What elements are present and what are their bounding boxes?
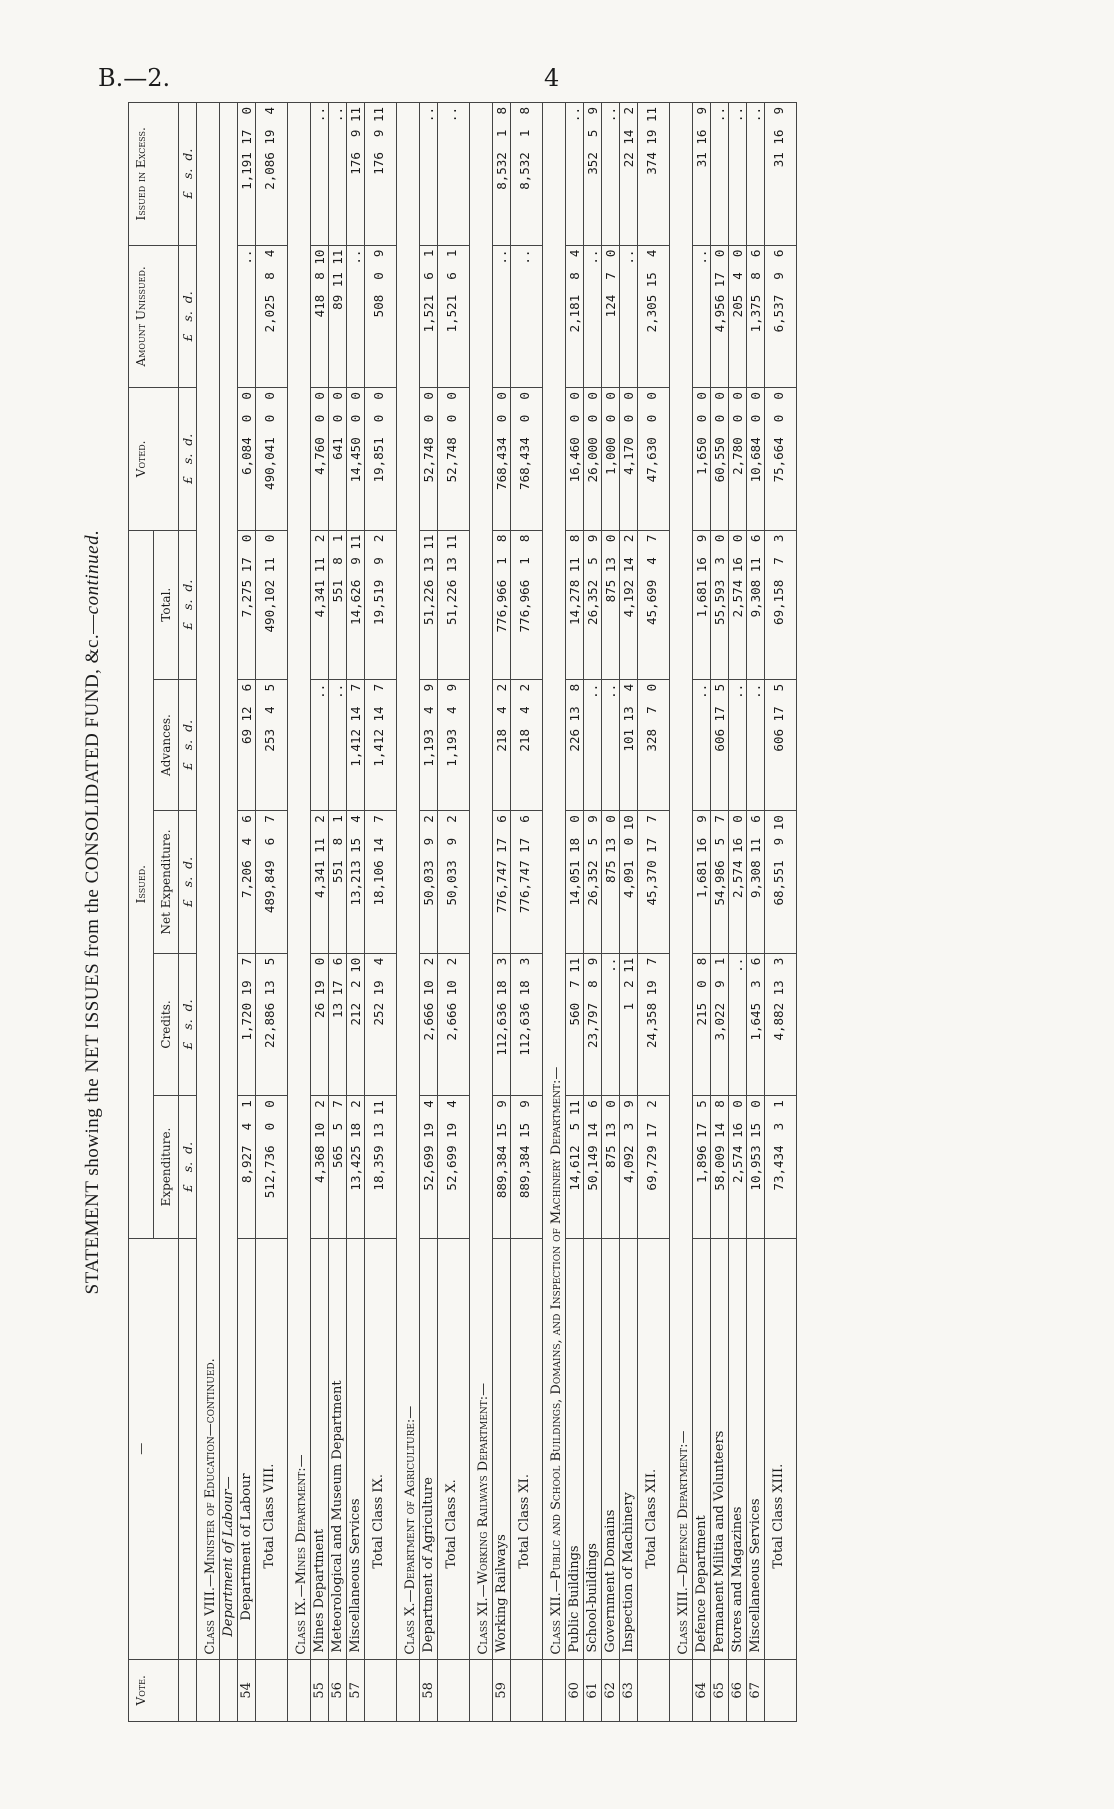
amount-excess: .. [566, 103, 584, 246]
amount-excess: 8,532 1 8 [493, 103, 511, 246]
amount-net: 14,051 18 0 [566, 811, 584, 954]
page-reference: B.—2. [98, 64, 171, 92]
rotated-statement-page [82, 102, 1012, 1722]
total-label: Total Class IX. [365, 1238, 397, 1659]
vote-number: 65 [711, 1659, 729, 1721]
amount-excess: .. [420, 103, 438, 246]
amount-unissued: .. [347, 245, 365, 388]
item-name: Working Railways [493, 1238, 511, 1659]
vote-number: 55 [311, 1659, 329, 1721]
amount-cred: 215 0 8 [693, 953, 711, 1096]
col-description: — [129, 1238, 179, 1659]
amount-exp: 13,425 18 2 [347, 1096, 365, 1239]
total-excess: 374 19 11 [638, 103, 670, 246]
total-tot: 69,158 7 3 [765, 530, 797, 679]
vote-cell [670, 1659, 693, 1721]
amount-exp: 50,149 14 6 [584, 1096, 602, 1239]
amount-tot: 51,226 13 11 [420, 530, 438, 679]
col-voted: Voted. [129, 388, 179, 531]
total-net: 489,849 6 7 [256, 811, 288, 954]
amount-excess: .. [729, 103, 747, 246]
total-voted: 47,630 0 0 [638, 388, 670, 531]
table-row [329, 103, 347, 1722]
amount-cred: 1 2 11 [620, 953, 638, 1096]
table-row [347, 103, 365, 1722]
vote-cell [220, 1659, 238, 1721]
total-tot: 490,102 11 0 [256, 530, 288, 679]
subheading: Department of Labour— [220, 103, 238, 1660]
title-continued: continued. [82, 529, 103, 615]
amount-net: 7,206 4 6 [238, 811, 256, 954]
class-heading-row [197, 103, 220, 1722]
amount-unissued: 2,181 8 4 [566, 245, 584, 388]
total-adv: 253 4 5 [256, 679, 288, 810]
amount-adv: 1,412 14 7 [347, 679, 365, 810]
amount-unissued: 89 11 11 [329, 245, 347, 388]
amount-tot: 776,966 1 8 [493, 530, 511, 679]
total-label: Total Class XII. [638, 1238, 670, 1659]
amount-net: 4,341 11 2 [311, 811, 329, 954]
amount-cred: 1,645 3 6 [747, 953, 765, 1096]
amount-cred: 23,797 8 9 [584, 953, 602, 1096]
vote-number: 59 [493, 1659, 511, 1721]
total-adv: 1,193 4 9 [438, 679, 470, 810]
vote-number: 54 [238, 1659, 256, 1721]
item-name: Permanent Militia and Volunteers [711, 1238, 729, 1659]
total-cred: 4,882 13 3 [765, 953, 797, 1096]
unit-cell: £ s. d. [179, 1096, 197, 1239]
amount-net: 776,747 17 6 [493, 811, 511, 954]
item-name: Meteorological and Museum Department [329, 1238, 347, 1659]
vote-cell [288, 1659, 311, 1721]
amount-adv: .. [311, 679, 329, 810]
amount-unissued: 1,521 6 1 [420, 245, 438, 388]
amount-voted: 52,748 0 0 [420, 388, 438, 531]
total-tot: 45,699 4 7 [638, 530, 670, 679]
total-net: 776,747 17 6 [511, 811, 543, 954]
amount-cred: 112,636 18 3 [493, 953, 511, 1096]
amount-adv: .. [329, 679, 347, 810]
amount-tot: 14,626 9 11 [347, 530, 365, 679]
col-net-expenditure: Net Expenditure. [154, 811, 179, 954]
amount-tot: 875 13 0 [602, 530, 620, 679]
amount-net: 54,986 5 7 [711, 811, 729, 954]
total-voted: 490,041 0 0 [256, 388, 288, 531]
total-excess: .. [438, 103, 470, 246]
amount-tot: 9,308 11 6 [747, 530, 765, 679]
amount-excess: .. [711, 103, 729, 246]
amount-excess: .. [602, 103, 620, 246]
table-row [747, 103, 765, 1722]
total-cred: 112,636 18 3 [511, 953, 543, 1096]
total-exp: 52,699 19 4 [438, 1096, 470, 1239]
amount-voted: 4,170 0 0 [620, 388, 638, 531]
class-heading: Class X.—Department of Agriculture:— [397, 103, 420, 1660]
item-name: Public Buildings [566, 1238, 584, 1659]
table-row [693, 103, 711, 1722]
amount-exp: 2,574 16 0 [729, 1096, 747, 1239]
total-net: 45,370 17 7 [638, 811, 670, 954]
total-adv: 1,412 14 7 [365, 679, 397, 810]
total-unissued: 6,537 9 6 [765, 245, 797, 388]
unit-cell: £ s. d. [179, 530, 197, 679]
vote-cell [438, 1659, 470, 1721]
amount-adv: .. [693, 679, 711, 810]
total-adv: 606 17 5 [765, 679, 797, 810]
amount-net: 50,033 9 2 [420, 811, 438, 954]
amount-adv: .. [602, 679, 620, 810]
amount-tot: 4,341 11 2 [311, 530, 329, 679]
amount-net: 875 13 0 [602, 811, 620, 954]
total-excess: 2,086 19 4 [256, 103, 288, 246]
amount-voted: 641 0 0 [329, 388, 347, 531]
amount-voted: 4,760 0 0 [311, 388, 329, 531]
total-excess: 176 9 11 [365, 103, 397, 246]
amount-tot: 1,681 16 9 [693, 530, 711, 679]
item-name: Department of Agriculture [420, 1238, 438, 1659]
amount-unissued: .. [238, 245, 256, 388]
col-advances: Advances. [154, 679, 179, 810]
amount-voted: 60,550 0 0 [711, 388, 729, 531]
amount-exp: 10,953 15 0 [747, 1096, 765, 1239]
total-adv: 328 7 0 [638, 679, 670, 810]
total-net: 68,551 9 10 [765, 811, 797, 954]
amount-excess: 176 9 11 [347, 103, 365, 246]
total-cred: 22,886 13 5 [256, 953, 288, 1096]
class-heading: Class XIII.—Defence Department:— [670, 103, 693, 1660]
item-name: Department of Labour [238, 1238, 256, 1659]
amount-unissued: 418 8 10 [311, 245, 329, 388]
total-row [765, 103, 797, 1722]
total-voted: 52,748 0 0 [438, 388, 470, 531]
total-net: 18,106 14 7 [365, 811, 397, 954]
amount-excess: 22 14 2 [620, 103, 638, 246]
total-unissued: 508 0 9 [365, 245, 397, 388]
total-voted: 768,434 0 0 [511, 388, 543, 531]
amount-adv: 218 4 2 [493, 679, 511, 810]
amount-voted: 1,650 0 0 [693, 388, 711, 531]
amount-cred: 3,022 9 1 [711, 953, 729, 1096]
total-row [638, 103, 670, 1722]
total-label: Total Class XIII. [765, 1238, 797, 1659]
item-name: School-buildings [584, 1238, 602, 1659]
total-cred: 252 19 4 [365, 953, 397, 1096]
amount-adv: 69 12 6 [238, 679, 256, 810]
amount-voted: 10,684 0 0 [747, 388, 765, 531]
total-exp: 889,384 15 9 [511, 1096, 543, 1239]
item-name: Miscellaneous Services [747, 1238, 765, 1659]
class-heading-row [288, 103, 311, 1722]
amount-net: 1,681 16 9 [693, 811, 711, 954]
table-row [584, 103, 602, 1722]
table-row [493, 103, 511, 1722]
amount-excess: .. [747, 103, 765, 246]
class-heading-row [670, 103, 693, 1722]
table-row [602, 103, 620, 1722]
amount-exp: 1,896 17 5 [693, 1096, 711, 1239]
amount-voted: 14,450 0 0 [347, 388, 365, 531]
vote-cell [365, 1659, 397, 1721]
vote-number: 57 [347, 1659, 365, 1721]
amount-adv: 226 13 8 [566, 679, 584, 810]
vote-cell [470, 1659, 493, 1721]
amount-cred: 560 7 11 [566, 953, 584, 1096]
amount-exp: 14,612 5 11 [566, 1096, 584, 1239]
vote-number: 56 [329, 1659, 347, 1721]
amount-cred: 26 19 0 [311, 953, 329, 1096]
title-main: STATEMENT showing the NET ISSUES from the CONSOLIDATED FUND, &c.— [82, 614, 103, 1295]
amount-cred: 212 2 10 [347, 953, 365, 1096]
amount-tot: 7,275 17 0 [238, 530, 256, 679]
amount-voted: 16,460 0 0 [566, 388, 584, 531]
table-row [729, 103, 747, 1722]
item-name: Defence Department [693, 1238, 711, 1659]
amount-voted: 26,000 0 0 [584, 388, 602, 531]
total-row [511, 103, 543, 1722]
total-tot: 776,966 1 8 [511, 530, 543, 679]
total-adv: 218 4 2 [511, 679, 543, 810]
vote-cell [543, 1659, 566, 1721]
total-exp: 69,729 17 2 [638, 1096, 670, 1239]
col-credits: Credits. [154, 953, 179, 1096]
total-unissued: 1,521 6 1 [438, 245, 470, 388]
table-row [711, 103, 729, 1722]
amount-cred: 1,720 19 7 [238, 953, 256, 1096]
col-amount-unissued: Amount Unissued. [129, 245, 179, 388]
unit-cell: £ s. d. [179, 388, 197, 531]
amount-voted: 2,780 0 0 [729, 388, 747, 531]
amount-cred: 2,666 10 2 [420, 953, 438, 1096]
table-row [238, 103, 256, 1722]
amount-exp: 565 5 7 [329, 1096, 347, 1239]
amount-unissued: 1,375 8 6 [747, 245, 765, 388]
amount-exp: 8,927 4 1 [238, 1096, 256, 1239]
col-issued-in-excess: Issued in Excess. [129, 103, 179, 246]
amount-excess: 31 16 9 [693, 103, 711, 246]
class-heading-row [470, 103, 493, 1722]
item-name: Stores and Magazines [729, 1238, 747, 1659]
amount-tot: 4,192 14 2 [620, 530, 638, 679]
vote-number: 58 [420, 1659, 438, 1721]
amount-net: 4,091 0 10 [620, 811, 638, 954]
col-expenditure: Expenditure. [154, 1096, 179, 1239]
amount-voted: 1,000 0 0 [602, 388, 620, 531]
vote-cell [511, 1659, 543, 1721]
amount-unissued: 4,956 17 0 [711, 245, 729, 388]
total-row [438, 103, 470, 1722]
amount-exp: 52,699 19 4 [420, 1096, 438, 1239]
amount-tot: 2,574 16 0 [729, 530, 747, 679]
amount-unissued: .. [584, 245, 602, 388]
statement-title [82, 102, 118, 1722]
total-exp: 18,359 13 11 [365, 1096, 397, 1239]
total-voted: 19,851 0 0 [365, 388, 397, 531]
amount-net: 2,574 16 0 [729, 811, 747, 954]
amount-cred: .. [729, 953, 747, 1096]
total-exp: 512,736 0 0 [256, 1096, 288, 1239]
amount-adv: 606 17 5 [711, 679, 729, 810]
amount-excess: 1,191 17 0 [238, 103, 256, 246]
col-issued: Issued. [129, 530, 154, 1238]
amount-net: 26,352 5 9 [584, 811, 602, 954]
vote-number: 64 [693, 1659, 711, 1721]
table-body [179, 103, 797, 1722]
amount-net: 551 8 1 [329, 811, 347, 954]
class-heading: Class VIII.—Minister of Education—continued. [197, 103, 220, 1660]
amount-excess: .. [311, 103, 329, 246]
table-row [311, 103, 329, 1722]
total-unissued: 2,305 15 4 [638, 245, 670, 388]
vote-cell [197, 1659, 220, 1721]
class-heading-row [543, 103, 566, 1722]
vote-number: 63 [620, 1659, 638, 1721]
amount-net: 9,308 11 6 [747, 811, 765, 954]
amount-exp: 889,384 15 9 [493, 1096, 511, 1239]
amount-tot: 55,593 3 0 [711, 530, 729, 679]
amount-adv: .. [584, 679, 602, 810]
total-excess: 8,532 1 8 [511, 103, 543, 246]
page-number: 4 [544, 64, 560, 92]
amount-tot: 26,352 5 9 [584, 530, 602, 679]
amount-voted: 768,434 0 0 [493, 388, 511, 531]
amount-unissued: 205 4 0 [729, 245, 747, 388]
item-name: Government Domains [602, 1238, 620, 1659]
item-name: Mines Department [311, 1238, 329, 1659]
amount-exp: 4,092 3 9 [620, 1096, 638, 1239]
total-cred: 24,358 19 7 [638, 953, 670, 1096]
table-row [420, 103, 438, 1722]
amount-cred: 13 17 6 [329, 953, 347, 1096]
table-row [620, 103, 638, 1722]
amount-adv: .. [729, 679, 747, 810]
total-excess: 31 16 9 [765, 103, 797, 246]
amount-adv: 1,193 4 9 [420, 679, 438, 810]
total-cred: 2,666 10 2 [438, 953, 470, 1096]
vote-number: 66 [729, 1659, 747, 1721]
total-unissued: 2,025 8 4 [256, 245, 288, 388]
amount-voted: 6,084 0 0 [238, 388, 256, 531]
amount-exp: 58,009 14 8 [711, 1096, 729, 1239]
unit-cell: £ s. d. [179, 245, 197, 388]
total-voted: 75,664 0 0 [765, 388, 797, 531]
total-net: 50,033 9 2 [438, 811, 470, 954]
item-name: Miscellaneous Services [347, 1238, 365, 1659]
unit-cell: £ s. d. [179, 679, 197, 810]
amount-adv: 101 13 4 [620, 679, 638, 810]
amount-exp: 4,368 10 2 [311, 1096, 329, 1239]
total-label: Total Class XI. [511, 1238, 543, 1659]
vote-cell [765, 1659, 797, 1721]
col-total: Total. [154, 530, 179, 679]
subheading-row [220, 103, 238, 1722]
vote-cell [397, 1659, 420, 1721]
vote-number: 62 [602, 1659, 620, 1721]
total-label: Total Class VIII. [256, 1238, 288, 1659]
class-heading: Class IX.—Mines Department:— [288, 103, 311, 1660]
vote-number: 60 [566, 1659, 584, 1721]
unit-cell: £ s. d. [179, 811, 197, 954]
class-heading: Class XI.—Working Railways Department:— [470, 103, 493, 1660]
amount-net: 13,213 15 4 [347, 811, 365, 954]
total-label: Total Class X. [438, 1238, 470, 1659]
amount-cred: .. [602, 953, 620, 1096]
table-row [566, 103, 584, 1722]
total-tot: 19,519 9 2 [365, 530, 397, 679]
total-exp: 73,434 3 1 [765, 1096, 797, 1239]
vote-number: 61 [584, 1659, 602, 1721]
amount-exp: 875 13 0 [602, 1096, 620, 1239]
unit-cell: £ s. d. [179, 103, 197, 246]
col-vote: Vote. [129, 1659, 179, 1721]
units-row [179, 103, 197, 1722]
unit-cell: £ s. d. [179, 953, 197, 1096]
amount-unissued: .. [493, 245, 511, 388]
total-row [365, 103, 397, 1722]
amount-tot: 551 8 1 [329, 530, 347, 679]
amount-tot: 14,278 11 8 [566, 530, 584, 679]
amount-unissued: .. [620, 245, 638, 388]
class-heading: Class XII.—Public and School Buildings, Domains, and Inspection of Machinery Department:— [543, 103, 566, 1660]
amount-unissued: .. [693, 245, 711, 388]
amount-excess: .. [329, 103, 347, 246]
amount-adv: .. [747, 679, 765, 810]
total-unissued: .. [511, 245, 543, 388]
vote-cell [638, 1659, 670, 1721]
net-issues-table [128, 102, 797, 1722]
total-row [256, 103, 288, 1722]
class-heading-row [397, 103, 420, 1722]
vote-number: 67 [747, 1659, 765, 1721]
amount-excess: 352 5 9 [584, 103, 602, 246]
total-tot: 51,226 13 11 [438, 530, 470, 679]
amount-unissued: 124 7 0 [602, 245, 620, 388]
vote-cell [256, 1659, 288, 1721]
item-name: Inspection of Machinery [620, 1238, 638, 1659]
